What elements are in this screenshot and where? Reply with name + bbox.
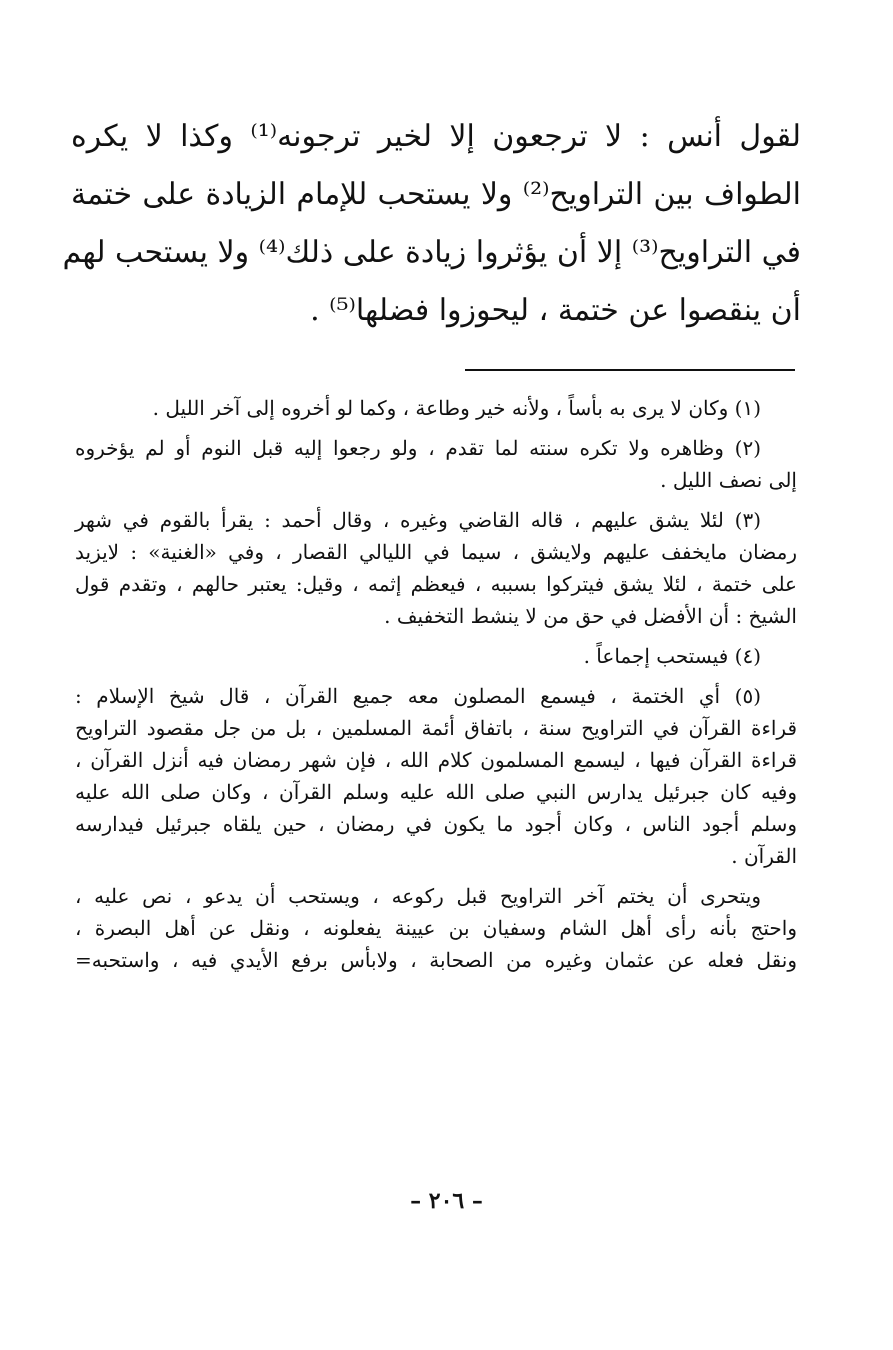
main-text-line: في التراويح⁽³⁾ إلا أن يؤثروا زيادة على ذلك⁽⁴⁾ ولا يستحب لهم [62, 235, 801, 270]
page-number: – ٢٠٦ – [410, 1188, 483, 1214]
footnote-separator [465, 369, 795, 371]
footnote-line: قراءة القرآن في التراويح سنة ، باتفاق أئمة المسلمين ، بل من جل مقصود التراويح [75, 716, 797, 740]
footnote-line: وسلم أجود الناس ، وكان أجود ما يكون في رمضان ، حين يلقاه جبرئيل فيدارسه [75, 812, 797, 836]
footnote-continuation [75, 880, 797, 976]
footnote-line: ويتحرى أن يختم آخر التراويح قبل ركوعه ، ويستحب أن يدعو ، نص عليه ، [75, 884, 761, 908]
footnote-line: إلى نصف الليل . [660, 468, 797, 492]
footnote-line: (٣) لئلا يشق عليهم ، قاله القاضي وغيره ، وقال أحمد : يقرأ بالقوم في شهر [75, 508, 761, 532]
footnotes-section [75, 392, 797, 984]
main-text-line: الطواف بين التراويح⁽²⁾ ولا يستحب للإمام الزيادة على ختمة [71, 177, 801, 212]
footnote-line: على ختمة ، لئلا يشق فيتركوا بسببه ، فيعظم إثمه ، وقيل: يعتبر حالهم ، وتقدم قول [75, 572, 797, 596]
footnote-line: رمضان مايخفف عليهم ولايشق ، سيما في الليالي القصار ، وفي «الغنية» : لايزيد [75, 540, 797, 564]
footnote-line: قراءة القرآن فيها ، ليسمع المسلمون كلام الله ، فإن شهر رمضان فيه أنزل القرآن ، [75, 748, 797, 772]
footnote-1 [75, 392, 797, 424]
footnote-5 [75, 680, 797, 872]
footnote-3 [75, 504, 797, 632]
main-text-line: لقول أنس : لا ترجعون إلا لخير ترجونه⁽¹⁾ وكذا لا يكره [71, 119, 802, 154]
footnote-line: (١) وكان لا يرى به بأساً ، ولأنه خير وطاعة ، وكما لو أخروه إلى آخر الليل . [152, 396, 761, 420]
footnote-line: القرآن . [731, 844, 797, 868]
footnote-line: الشيخ : أن الأفضل في حق من لا ينشط التخفيف . [384, 604, 797, 628]
footnote-line: (٢) وظاهره ولا تكره سنته لما تقدم ، ولو رجعوا إليه قبل النوم أو لم يؤخروه [75, 436, 761, 460]
main-body-text [62, 108, 802, 340]
footnote-2 [75, 432, 797, 496]
footnote-4 [75, 640, 797, 672]
footnote-line: (٥) أي الختمة ، فيسمع المصلون معه جميع القرآن ، قال شيخ الإسلام : [75, 684, 761, 708]
footnote-line: ونقل فعله عن عثمان وغيره من الصحابة ، ولابأس برفع الأيدي فيه ، واستحبه= [75, 948, 797, 972]
footnote-line: وفيه كان جبرئيل يدارس النبي صلى الله عليه وسلم القرآن ، وكان صلى الله عليه [75, 780, 797, 804]
main-text-line: أن ينقصوا عن ختمة ، ليحوزوا فضلها⁽⁵⁾ . [310, 293, 801, 328]
footnote-line: واحتج بأنه رأى أهل الشام وسفيان بن عيينة يفعلونه ، ونقل عن أهل البصرة ، [75, 916, 797, 940]
footnote-line: (٤) فيستحب إجماعاً . [583, 644, 761, 668]
